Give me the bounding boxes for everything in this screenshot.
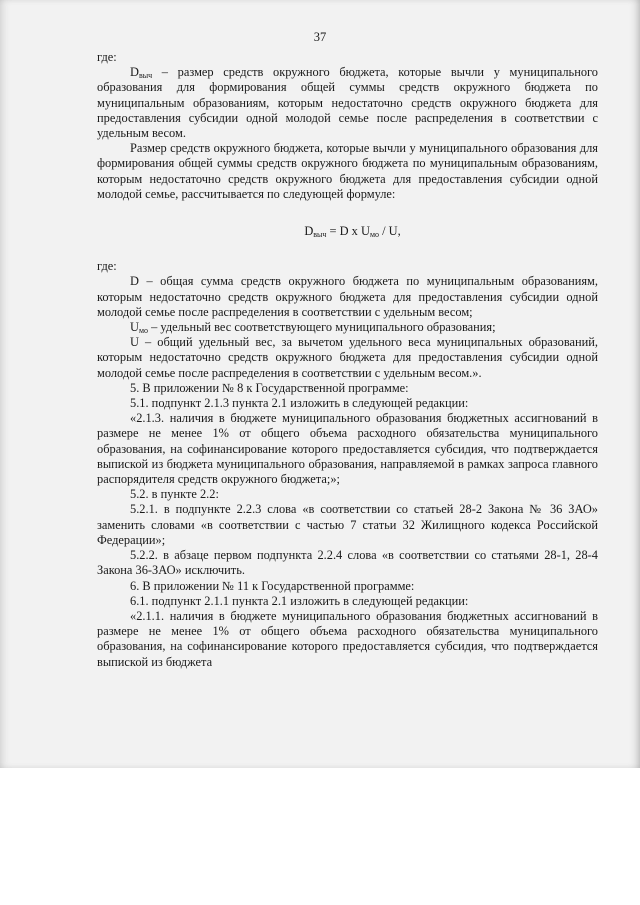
where-label-2: где: — [97, 259, 117, 274]
dvych-text: – размер средств окружного бюджета, которые вычли у муниципального образования для формирования общей суммы средств окружного бюджета по муниципальным образованиям, которым недостаточно средств окружного бюджета для предоставления субсидии одной молодой семье после распределения в соответствии с удельным весом. — [97, 65, 598, 141]
item-5-2-1: 5.2.1. в подпункте 2.2.3 слова «в соответствии со статьей 28-2 Закона № 36 ЗАО» заменить словами «в соответствии с частью 7 статьи 32 Жилищного кодекса Российской Федерации»; — [97, 502, 598, 547]
formula-rhs: / U, — [379, 224, 401, 239]
spacer — [97, 239, 598, 259]
page-number: 37 — [313, 30, 327, 44]
quote-2-1-3: «2.1.3. наличия в бюджете муниципального образования бюджетных ассигнований в размере не менее 1% от общего объема расходного обязательства муниципального образования, на софинансирование которого предоставляется субсидия, что подтверждается выпиской из бюджета муниципального образования, направляемой в рамках запроса главного распорядителя средств окружного бюджета;»; — [97, 411, 598, 487]
paragraph-u-definition: U – общий удельный вес, за вычетом удельного веса муниципальных образований, которым недостаточно средств окружного бюджета для предоставления субсидии одной молодой семье после распределения в соответствии с удельным весом.». — [97, 335, 598, 380]
paragraph-d-definition: D – общая сумма средств окружного бюджета по муниципальным образованиям, которым недостаточно средств окружного бюджета для предоставления субсидии одной молодой семье после распределения в соответствии с удельным весом; — [97, 274, 598, 319]
umo-subscript: мо — [138, 326, 149, 336]
dvych-subscript: выч — [138, 71, 153, 81]
formula-mid-subscript: мо — [369, 230, 379, 240]
formula — [97, 224, 598, 239]
umo-symbol: U — [130, 320, 139, 335]
quote-2-1-1: «2.1.1. наличия в бюджете муниципального образования бюджетных ассигнований в размере не менее 1% от общего объема расходного обязательства муниципального образования, на софинансирование которого предоставляется субсидия, что подтверждается выпиской из бюджета — [97, 608, 598, 669]
paragraph-umo-definition — [97, 320, 598, 335]
formula-mid: = D x U — [326, 224, 370, 239]
item-6-1: 6.1. подпункт 2.1.1 пункта 2.1 изложить в следующей редакции: — [130, 593, 469, 608]
umo-text: – удельный вес соответствующего муниципального образования; — [148, 320, 496, 335]
formula-lhs: D — [304, 224, 314, 239]
document-body — [97, 50, 598, 670]
where-label-1: где: — [97, 50, 117, 64]
dvych-symbol: D — [130, 65, 139, 80]
formula-lhs-subscript: выч — [313, 230, 327, 240]
item-5-2: 5.2. в пункте 2.2: — [130, 487, 219, 502]
item-5: 5. В приложении № 8 к Государственной программе: — [130, 380, 409, 395]
item-5-1: 5.1. подпункт 2.1.3 пункта 2.1 изложить в следующей редакции: — [130, 396, 469, 411]
paragraph-size-calculation: Размер средств окружного бюджета, которые вычли у муниципального образования для формирования общей суммы средств окружного бюджета по муниципальным образованиям, которым недостаточно средств окружного бюджета для предоставления субсидии одной молодой семье, рассчитывается по следующей формуле: — [97, 141, 598, 201]
spacer — [97, 202, 598, 224]
item-5-2-2: 5.2.2. в абзаце первом подпункта 2.2.4 слова «в соответствии со статьями 28-1, 28-4 Закона 36-ЗАО» исключить. — [97, 548, 598, 578]
paragraph-dvych-definition — [97, 65, 598, 141]
item-6: 6. В приложении № 11 к Государственной программе: — [130, 578, 415, 593]
